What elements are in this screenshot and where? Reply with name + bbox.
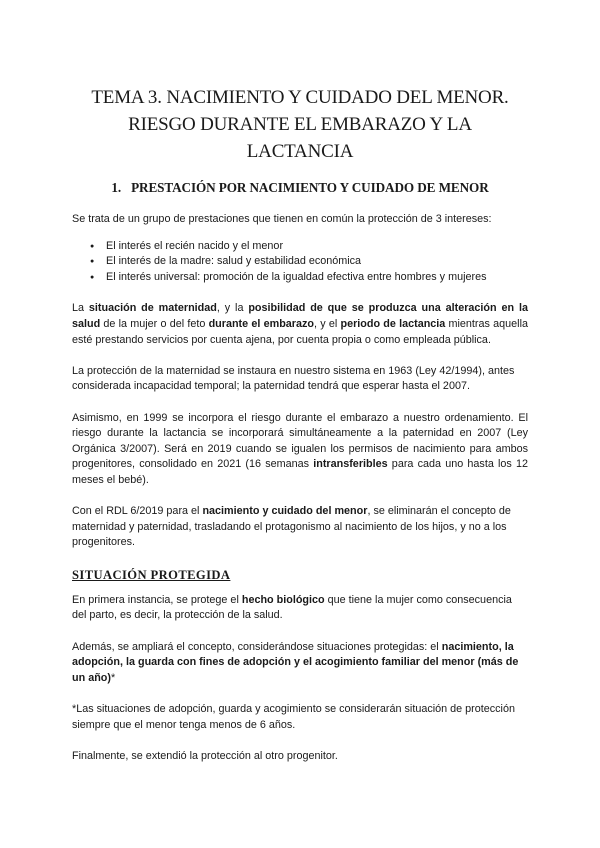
paragraph-final: Finalmente, se extendió la protección al otro progenitor. xyxy=(72,749,338,762)
text-run: En primera instancia, se protege el xyxy=(72,593,242,606)
text-run: , y la xyxy=(216,302,249,315)
paragraph-history: La protección de la maternidad se instaura en nuestro sistema en 1963 (Ley 42/1994), antes considerada incapacidad temporal; la paternidad tendrá que esperar hasta el 2007. xyxy=(72,364,515,393)
text-run: , y el xyxy=(314,317,341,330)
title-line-3: LACTANCIA xyxy=(246,141,354,162)
title-line-1: TEMA 3. NACIMIENTO Y CUIDADO DEL MENOR. xyxy=(91,87,509,108)
text-run: * xyxy=(110,671,116,684)
bold-run: periodo de lactancia xyxy=(340,317,446,330)
bold-run: intransferibles xyxy=(313,458,388,471)
text-run: , se eliminarán el concepto de maternidad y paternidad, trasladando el protagonismo al nacimiento de los hijos, y no a los progenitores. xyxy=(72,505,511,549)
paragraph-maternity-situation xyxy=(72,301,528,348)
document-title xyxy=(72,84,528,165)
text-run: La xyxy=(72,302,89,315)
bold-run: durante el embarazo xyxy=(208,317,314,330)
text-run: Asimismo, en 1999 se incorpora el riesgo durante el embarazo a nuestro ordenamiento. El riesgo durante la lactancia se incorporará simultáneamente a la paternidad en 2007 (Ley Orgánica 3/2007). Será en 2019 cuando se igualen los permisos de nacimiento para ambos progenitores, consolidado en 2021 (16 semanas xyxy=(72,411,528,471)
subsection-heading: SITUACIÓN PROTEGIDA xyxy=(72,567,231,582)
paragraph-rdl xyxy=(72,504,528,551)
section-heading xyxy=(72,180,528,196)
text-run: Además, se ampliará el concepto, considerándose situaciones protegidas: el xyxy=(72,640,442,653)
bold-run: posibilidad de que se produzca una alteración en la salud xyxy=(72,302,528,330)
title-line-2: RIESGO DURANTE EL EMBARAZO Y LA xyxy=(128,114,472,135)
paragraph-footnote: *Las situaciones de adopción, guarda y acogimiento se considerarán situación de protección siempre que el menor tenga menos de 6 años. xyxy=(72,703,515,731)
text-run: mientras aquella esté prestando servicios por cuenta ajena, por cuenta propia o como empleada pública. xyxy=(72,317,528,346)
document-page xyxy=(72,0,528,764)
interests-list xyxy=(72,239,528,286)
bold-run: nacimiento y cuidado del menor xyxy=(202,505,368,518)
bold-run: nacimiento, la adopción, la guarda con fines de adopción y el acogimiento familiar del menor (más de un año) xyxy=(72,640,519,684)
list-item: ● El interés de la madre: salud y estabilidad económica xyxy=(90,254,528,270)
paragraph-risk-history xyxy=(72,411,528,489)
paragraph-biological-fact xyxy=(72,593,528,624)
text-run: que tiene la mujer como consecuencia del parto, es decir, la protección de la salud. xyxy=(72,593,512,622)
text-run: de la mujer o del feto xyxy=(100,317,209,330)
paragraph-protected-situations xyxy=(72,640,528,687)
text-run: Con el RDL 6/2019 para el xyxy=(72,505,203,518)
intro-paragraph: Se trata de un grupo de prestaciones que tienen en común la protección de 3 intereses: xyxy=(72,213,492,225)
bold-run: hecho biológico xyxy=(241,593,325,606)
bold-run: situación de maternidad xyxy=(88,302,217,315)
list-item: ● El interés universal: promoción de la igualdad efectiva entre hombres y mujeres xyxy=(90,270,528,286)
list-item: ● El interés el recién nacido y el menor xyxy=(90,239,528,255)
section-number: 1. xyxy=(111,180,122,195)
text-run: para cada uno hasta los 12 meses el bebé). xyxy=(72,458,529,486)
section-heading-text: PRESTACIÓN POR NACIMIENTO Y CUIDADO DE MENOR xyxy=(131,180,489,195)
